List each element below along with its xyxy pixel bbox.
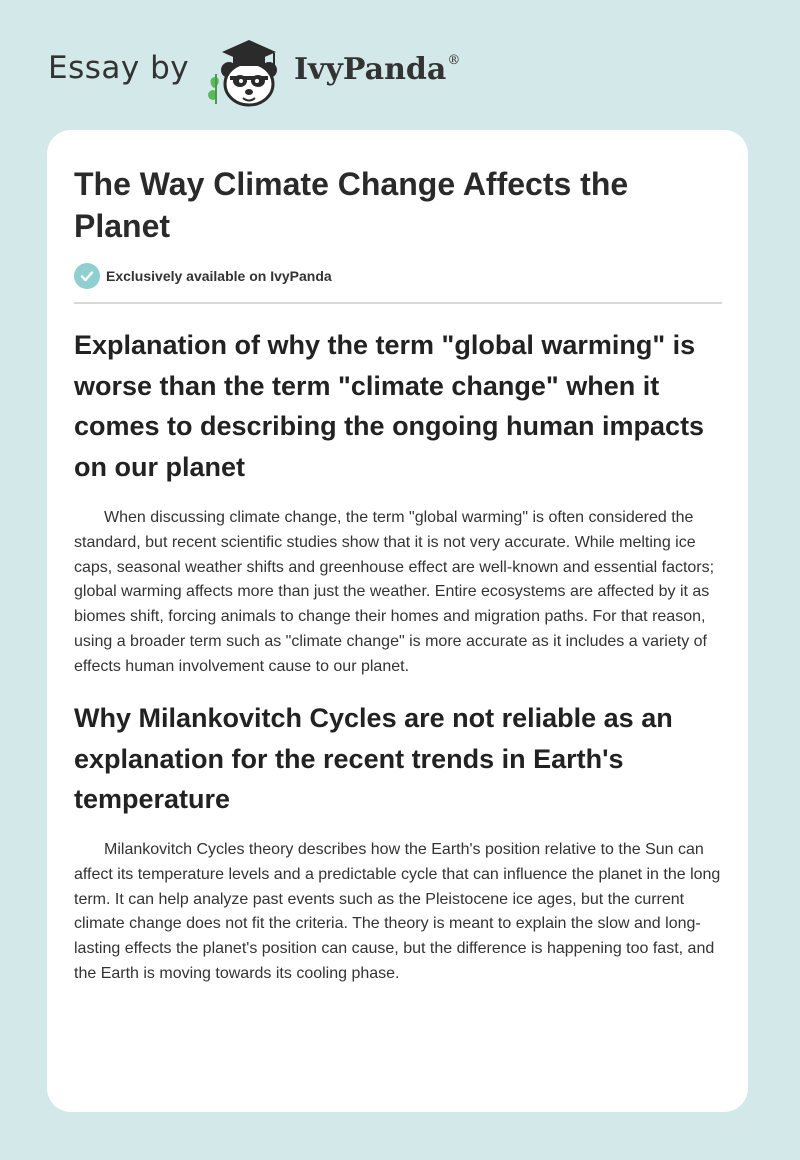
section-heading-global-warming: Explanation of why the term "global warming" is worse than the term "climate change" when it comes to describing the ongoing human impacts on our planet xyxy=(74,330,705,482)
brand-text: IvyPanda xyxy=(294,52,447,87)
section-body-global-warming: When discussing climate change, the term "global warming" is often considered the standard, but recent scientific studies show that it is not very accurate. While melting ice caps, seasonal weather shifts and greenhouse effect are well-known and essential factors; global warming affects more than just the weather. Entire ecosystems are affected by it as biomes shift, forcing animals to change their homes and migration paths. For that reason, using a broader term such as "climate change" is more accurate as it includes a variety of effects human involvement cause to our planet. xyxy=(74,509,715,675)
section-body-milankovitch: Milankovitch Cycles theory describes how the Earth's position relative to the Sun can affect its temperature levels and a predictable cycle that can influence the planet in the long term. It can help analyze past events such as the Pleistocene ice ages, but the current climate change does not fit the criteria. The theory is meant to explain the slow and long-lasting effects the planet's position can cause, but the difference is happening too fast, and the Earth is moving towards its cooling phase. xyxy=(74,841,721,982)
divider xyxy=(74,302,722,304)
check-icon xyxy=(74,263,100,289)
site-header xyxy=(0,0,800,130)
panda-graduation-cap-icon[interactable] xyxy=(200,34,290,108)
essay-card xyxy=(47,130,748,1112)
brand-name[interactable] xyxy=(294,52,460,87)
registered-mark: ® xyxy=(447,53,461,68)
essay-by-label: Essay by xyxy=(48,50,190,86)
page-title: The Way Climate Change Affects the Planet xyxy=(74,166,629,244)
section-heading-milankovitch: Why Milankovitch Cycles are not reliable as an explanation for the recent trends in Earth's temperature xyxy=(74,703,673,814)
badge-label: Exclusively available on IvyPanda xyxy=(106,268,332,284)
exclusive-badge xyxy=(74,263,332,289)
